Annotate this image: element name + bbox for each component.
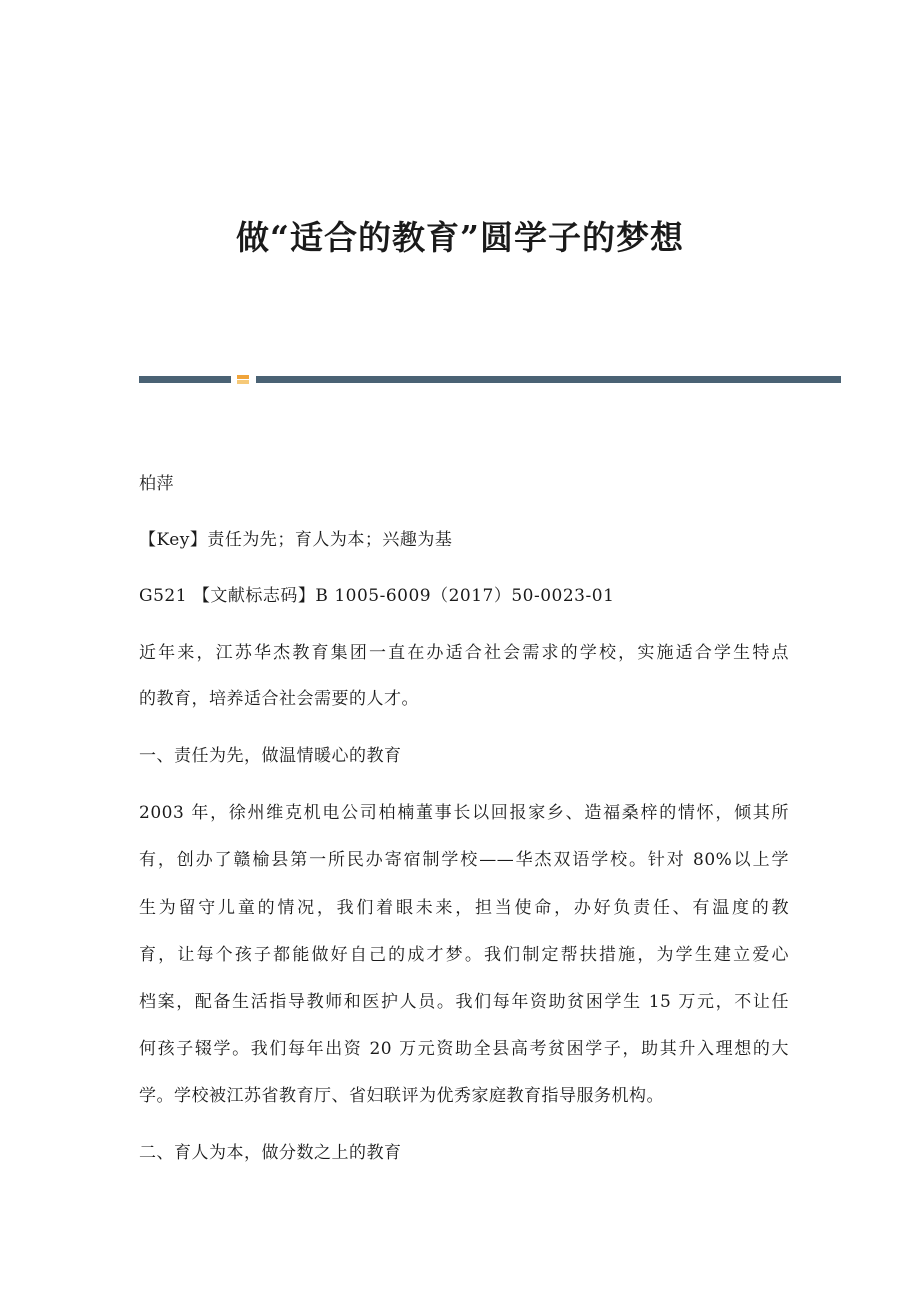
classification-code: G521 【文献标志码】B 1005-6009（2017）50-0023-01 <box>139 586 615 606</box>
divider-marker-icon <box>236 374 250 385</box>
divider-left-segment <box>139 376 231 383</box>
section-heading: 一、责任为先，做温情暖心的教育 <box>139 746 402 766</box>
keywords: 【Key】责任为先；育人为本；兴趣为基 <box>139 530 453 550</box>
paragraph-line: 生为留守儿童的情况，我们着眼未来，担当使命，办好负责任、有温度的教 <box>139 898 789 918</box>
divider-right-segment <box>256 376 841 383</box>
paragraph-line: 育，让每个孩子都能做好自己的成才梦。我们制定帮扶措施，为学生建立爱心 <box>139 945 789 965</box>
paragraph-line: 档案，配备生活指导教师和医护人员。我们每年资助贫困学生 15 万元，不让任 <box>139 992 789 1012</box>
paragraph-line: 近年来，江苏华杰教育集团一直在办适合社会需求的学校，实施适合学生特点 <box>139 643 789 663</box>
title-divider <box>139 374 841 385</box>
author: 柏萍 <box>139 474 174 494</box>
paragraph-line: 有，创办了赣榆县第一所民办寄宿制学校——华杰双语学校。针对 80%以上学 <box>139 850 789 870</box>
page-title: 做“适合的教育”圆学子的梦想 <box>236 218 684 257</box>
paragraph-line: 的教育，培养适合社会需要的人才。 <box>139 689 419 709</box>
section-heading: 二、育人为本，做分数之上的教育 <box>139 1143 402 1163</box>
paragraph-line: 2003 年，徐州维克机电公司柏楠董事长以回报家乡、造福桑梓的情怀，倾其所 <box>139 803 789 823</box>
paragraph-line: 何孩子辍学。我们每年出资 20 万元资助全县高考贫困学子，助其升入理想的大 <box>139 1039 789 1059</box>
paragraph-line: 学。学校被江苏省教育厅、省妇联评为优秀家庭教育指导服务机构。 <box>139 1086 664 1106</box>
